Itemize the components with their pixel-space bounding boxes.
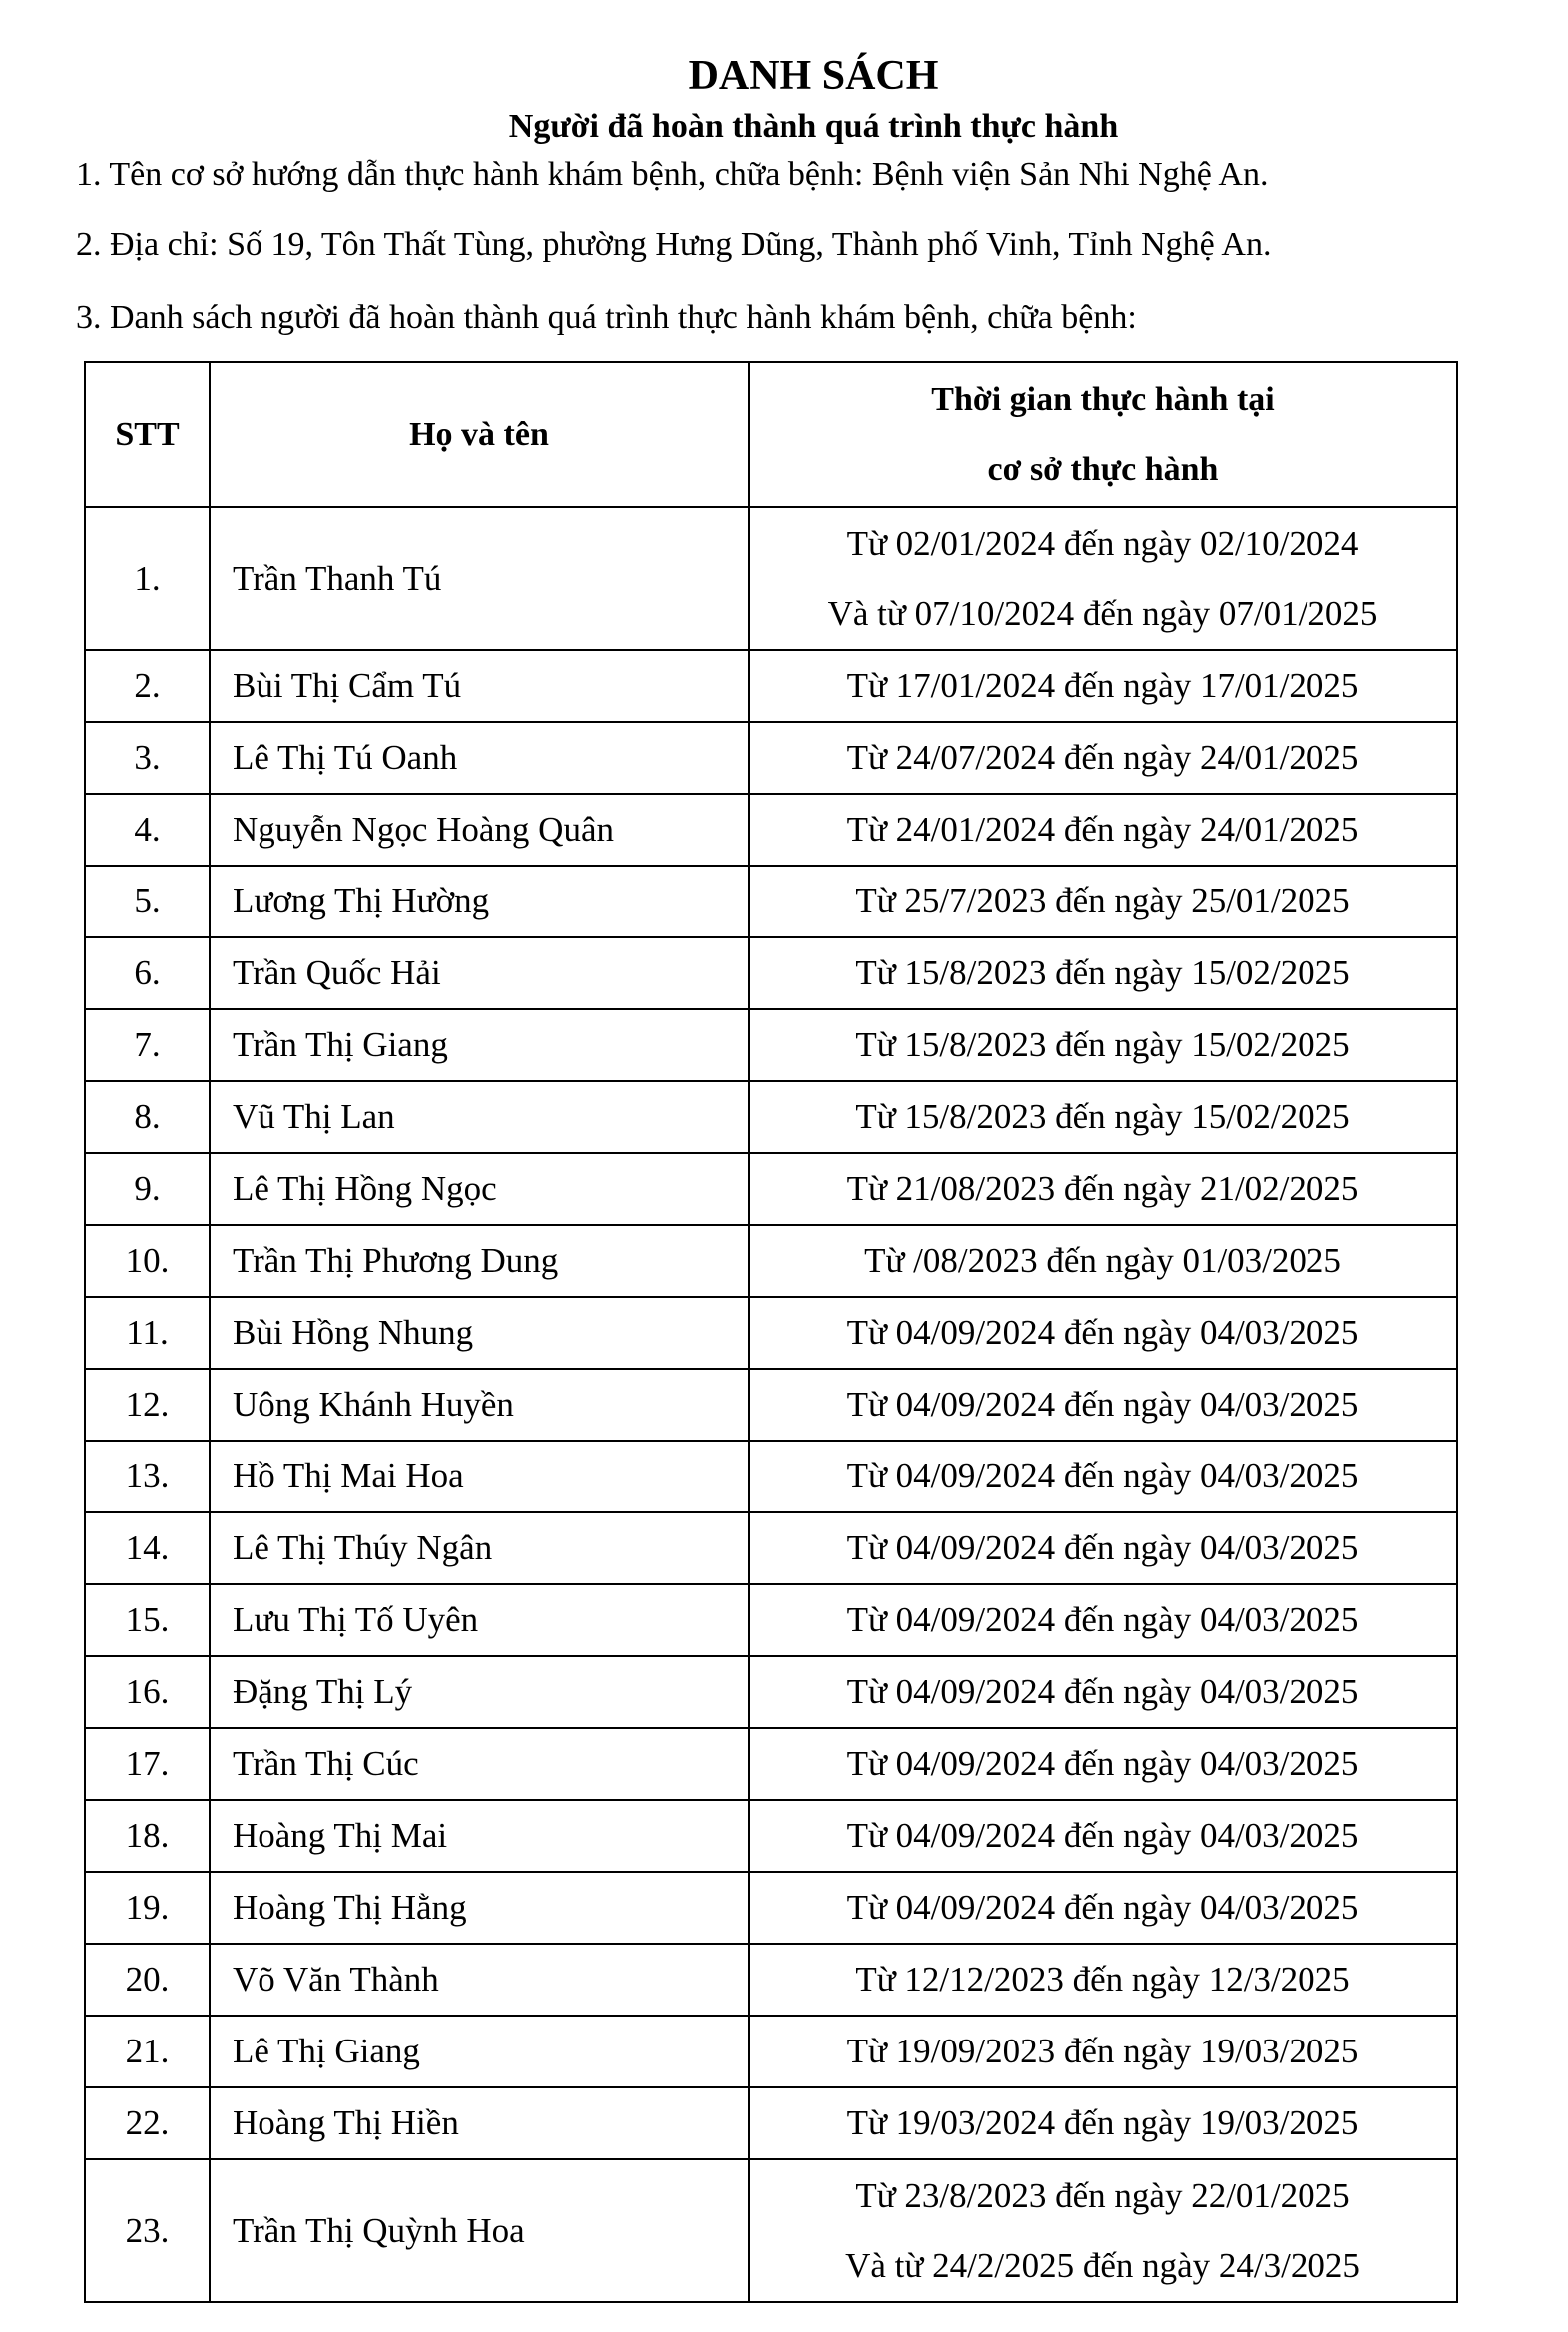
row-full-name: Hoàng Thị Hằng <box>210 1872 749 1944</box>
row-stt: 4. <box>85 794 210 866</box>
practice-period-line: Từ 17/01/2024 đến ngày 17/01/2025 <box>846 666 1359 705</box>
table-row <box>85 650 1457 722</box>
row-stt: 3. <box>85 722 210 794</box>
row-stt: 9. <box>85 1153 210 1225</box>
row-full-name: Lê Thị Thúy Ngân <box>210 1512 749 1584</box>
row-practice-period <box>749 2016 1457 2087</box>
row-full-name: Uông Khánh Huyền <box>210 1369 749 1441</box>
table-row <box>85 1800 1457 1872</box>
practice-period-line: Và từ 24/2/2025 đến ngày 24/3/2025 <box>845 2245 1360 2285</box>
table-row <box>85 937 1457 1009</box>
row-practice-period <box>749 1369 1457 1441</box>
practice-period-line: Từ 21/08/2023 đến ngày 21/02/2025 <box>846 1169 1359 1208</box>
row-stt: 6. <box>85 937 210 1009</box>
row-practice-period <box>749 2159 1457 2302</box>
practice-period-line: Từ 15/8/2023 đến ngày 15/02/2025 <box>855 953 1350 992</box>
practice-period-line: Từ 12/12/2023 đến ngày 12/3/2025 <box>855 1960 1350 1999</box>
row-practice-period <box>749 1512 1457 1584</box>
row-stt: 19. <box>85 1872 210 1944</box>
row-full-name: Trần Thị Giang <box>210 1009 749 1081</box>
table-row <box>85 1441 1457 1512</box>
table-row <box>85 1512 1457 1584</box>
row-stt: 12. <box>85 1369 210 1441</box>
header-practice-time-line2: cơ sở thực hành <box>987 450 1219 488</box>
row-stt: 5. <box>85 866 210 937</box>
practice-period-line: Từ 04/09/2024 đến ngày 04/03/2025 <box>846 1528 1359 1567</box>
practice-period-line: Từ 15/8/2023 đến ngày 15/02/2025 <box>855 1097 1350 1136</box>
row-full-name: Hồ Thị Mai Hoa <box>210 1441 749 1512</box>
table-row <box>85 2016 1457 2087</box>
table-row <box>85 1944 1457 2016</box>
practice-period-line: Từ 19/03/2024 đến ngày 19/03/2025 <box>846 2103 1359 2142</box>
table-row <box>85 866 1457 937</box>
header-practice-time <box>749 362 1457 507</box>
table-row <box>85 1009 1457 1081</box>
row-practice-period <box>749 1153 1457 1225</box>
row-full-name: Lê Thị Tú Oanh <box>210 722 749 794</box>
row-practice-period <box>749 866 1457 937</box>
header-stt: STT <box>85 362 210 507</box>
table-row <box>85 1225 1457 1297</box>
practice-period-line: Từ 04/09/2024 đến ngày 04/03/2025 <box>846 1744 1359 1783</box>
practice-period-line: Từ 04/09/2024 đến ngày 04/03/2025 <box>846 1672 1359 1711</box>
row-practice-period <box>749 722 1457 794</box>
table-header-row <box>85 362 1457 507</box>
row-stt: 1. <box>85 507 210 650</box>
row-stt: 11. <box>85 1297 210 1369</box>
row-full-name: Bùi Hồng Nhung <box>210 1297 749 1369</box>
row-full-name: Trần Thị Cúc <box>210 1728 749 1800</box>
practice-period-line: Từ 24/01/2024 đến ngày 24/01/2025 <box>846 810 1359 849</box>
row-stt: 7. <box>85 1009 210 1081</box>
row-practice-period <box>749 1081 1457 1153</box>
practice-period-line: Từ 23/8/2023 đến ngày 22/01/2025 <box>855 2175 1350 2215</box>
table-row <box>85 1297 1457 1369</box>
row-stt: 18. <box>85 1800 210 1872</box>
table-row <box>85 1081 1457 1153</box>
row-full-name: Lưu Thị Tố Uyên <box>210 1584 749 1656</box>
practice-period-line: Từ 15/8/2023 đến ngày 15/02/2025 <box>855 1025 1350 1064</box>
row-practice-period <box>749 1800 1457 1872</box>
header-practice-time-line1: Thời gian thực hành tại <box>931 380 1275 418</box>
row-full-name: Lương Thị Hường <box>210 866 749 937</box>
header-name: Họ và tên <box>210 362 749 507</box>
row-full-name: Lê Thị Hồng Ngọc <box>210 1153 749 1225</box>
row-stt: 23. <box>85 2159 210 2302</box>
row-stt: 16. <box>85 1656 210 1728</box>
row-practice-period <box>749 937 1457 1009</box>
practice-period-line: Từ 02/01/2024 đến ngày 02/10/2024 <box>846 523 1359 563</box>
list-intro-line: 3. Danh sách người đã hoàn thành quá trình thực hành khám bệnh, chữa bệnh: <box>76 299 1137 336</box>
row-practice-period <box>749 1297 1457 1369</box>
row-full-name: Trần Thị Quỳnh Hoa <box>210 2159 749 2302</box>
row-practice-period <box>749 794 1457 866</box>
row-practice-period <box>749 1728 1457 1800</box>
practice-period-line: Từ /08/2023 đến ngày 01/03/2025 <box>864 1241 1341 1280</box>
row-stt: 8. <box>85 1081 210 1153</box>
practice-period-line: Từ 04/09/2024 đến ngày 04/03/2025 <box>846 1816 1359 1855</box>
table-row <box>85 507 1457 650</box>
row-practice-period <box>749 1584 1457 1656</box>
document-subtitle: Người đã hoàn thành quá trình thực hành <box>508 108 1119 145</box>
row-practice-period <box>749 1225 1457 1297</box>
practice-period-line: Từ 25/7/2023 đến ngày 25/01/2025 <box>855 881 1350 920</box>
row-full-name: Hoàng Thị Mai <box>210 1800 749 1872</box>
practice-period-line: Từ 19/09/2023 đến ngày 19/03/2025 <box>846 2032 1359 2070</box>
row-full-name: Trần Thị Phương Dung <box>210 1225 749 1297</box>
row-full-name: Võ Văn Thành <box>210 1944 749 2016</box>
row-stt: 17. <box>85 1728 210 1800</box>
row-stt: 10. <box>85 1225 210 1297</box>
row-practice-period <box>749 1944 1457 2016</box>
row-full-name: Đặng Thị Lý <box>210 1656 749 1728</box>
row-full-name: Lê Thị Giang <box>210 2016 749 2087</box>
row-stt: 13. <box>85 1441 210 1512</box>
row-stt: 22. <box>85 2087 210 2159</box>
table-row <box>85 1656 1457 1728</box>
practice-period-line: Từ 04/09/2024 đến ngày 04/03/2025 <box>846 1600 1359 1639</box>
table-row <box>85 722 1457 794</box>
row-full-name: Vũ Thị Lan <box>210 1081 749 1153</box>
row-full-name: Bùi Thị Cẩm Tú <box>210 650 749 722</box>
table-row <box>85 794 1457 866</box>
table-row <box>85 1153 1457 1225</box>
table-row <box>85 1872 1457 1944</box>
practice-period-line: Từ 04/09/2024 đến ngày 04/03/2025 <box>846 1385 1359 1424</box>
row-full-name: Trần Thanh Tú <box>210 507 749 650</box>
row-stt: 14. <box>85 1512 210 1584</box>
row-stt: 21. <box>85 2016 210 2087</box>
table-row <box>85 1584 1457 1656</box>
table-row <box>85 1369 1457 1441</box>
practice-period-line: Và từ 07/10/2024 đến ngày 07/01/2025 <box>827 593 1378 633</box>
practice-period-line: Từ 24/07/2024 đến ngày 24/01/2025 <box>846 738 1359 777</box>
row-practice-period <box>749 1441 1457 1512</box>
facility-name-line: 1. Tên cơ sở hướng dẫn thực hành khám bệnh, chữa bệnh: Bệnh viện Sản Nhi Nghệ An. <box>76 156 1269 193</box>
row-practice-period <box>749 1872 1457 1944</box>
table-row <box>85 2087 1457 2159</box>
row-practice-period <box>749 1009 1457 1081</box>
table-body <box>85 507 1457 2302</box>
row-stt: 20. <box>85 1944 210 2016</box>
table-row <box>85 2159 1457 2302</box>
practice-completion-table <box>84 361 1458 2303</box>
row-full-name: Hoàng Thị Hiền <box>210 2087 749 2159</box>
address-line: 2. Địa chỉ: Số 19, Tôn Thất Tùng, phường Hưng Dũng, Thành phố Vinh, Tỉnh Nghệ An. <box>76 226 1272 263</box>
document-title: DANH SÁCH <box>688 53 939 99</box>
row-stt: 2. <box>85 650 210 722</box>
row-practice-period <box>749 1656 1457 1728</box>
practice-period-line: Từ 04/09/2024 đến ngày 04/03/2025 <box>846 1888 1359 1927</box>
practice-period-line: Từ 04/09/2024 đến ngày 04/03/2025 <box>846 1313 1359 1352</box>
practice-period-line: Từ 04/09/2024 đến ngày 04/03/2025 <box>846 1457 1359 1495</box>
row-practice-period <box>749 507 1457 650</box>
table-row <box>85 1728 1457 1800</box>
row-stt: 15. <box>85 1584 210 1656</box>
row-full-name: Nguyễn Ngọc Hoàng Quân <box>210 794 749 866</box>
row-full-name: Trần Quốc Hải <box>210 937 749 1009</box>
row-practice-period <box>749 650 1457 722</box>
row-practice-period <box>749 2087 1457 2159</box>
